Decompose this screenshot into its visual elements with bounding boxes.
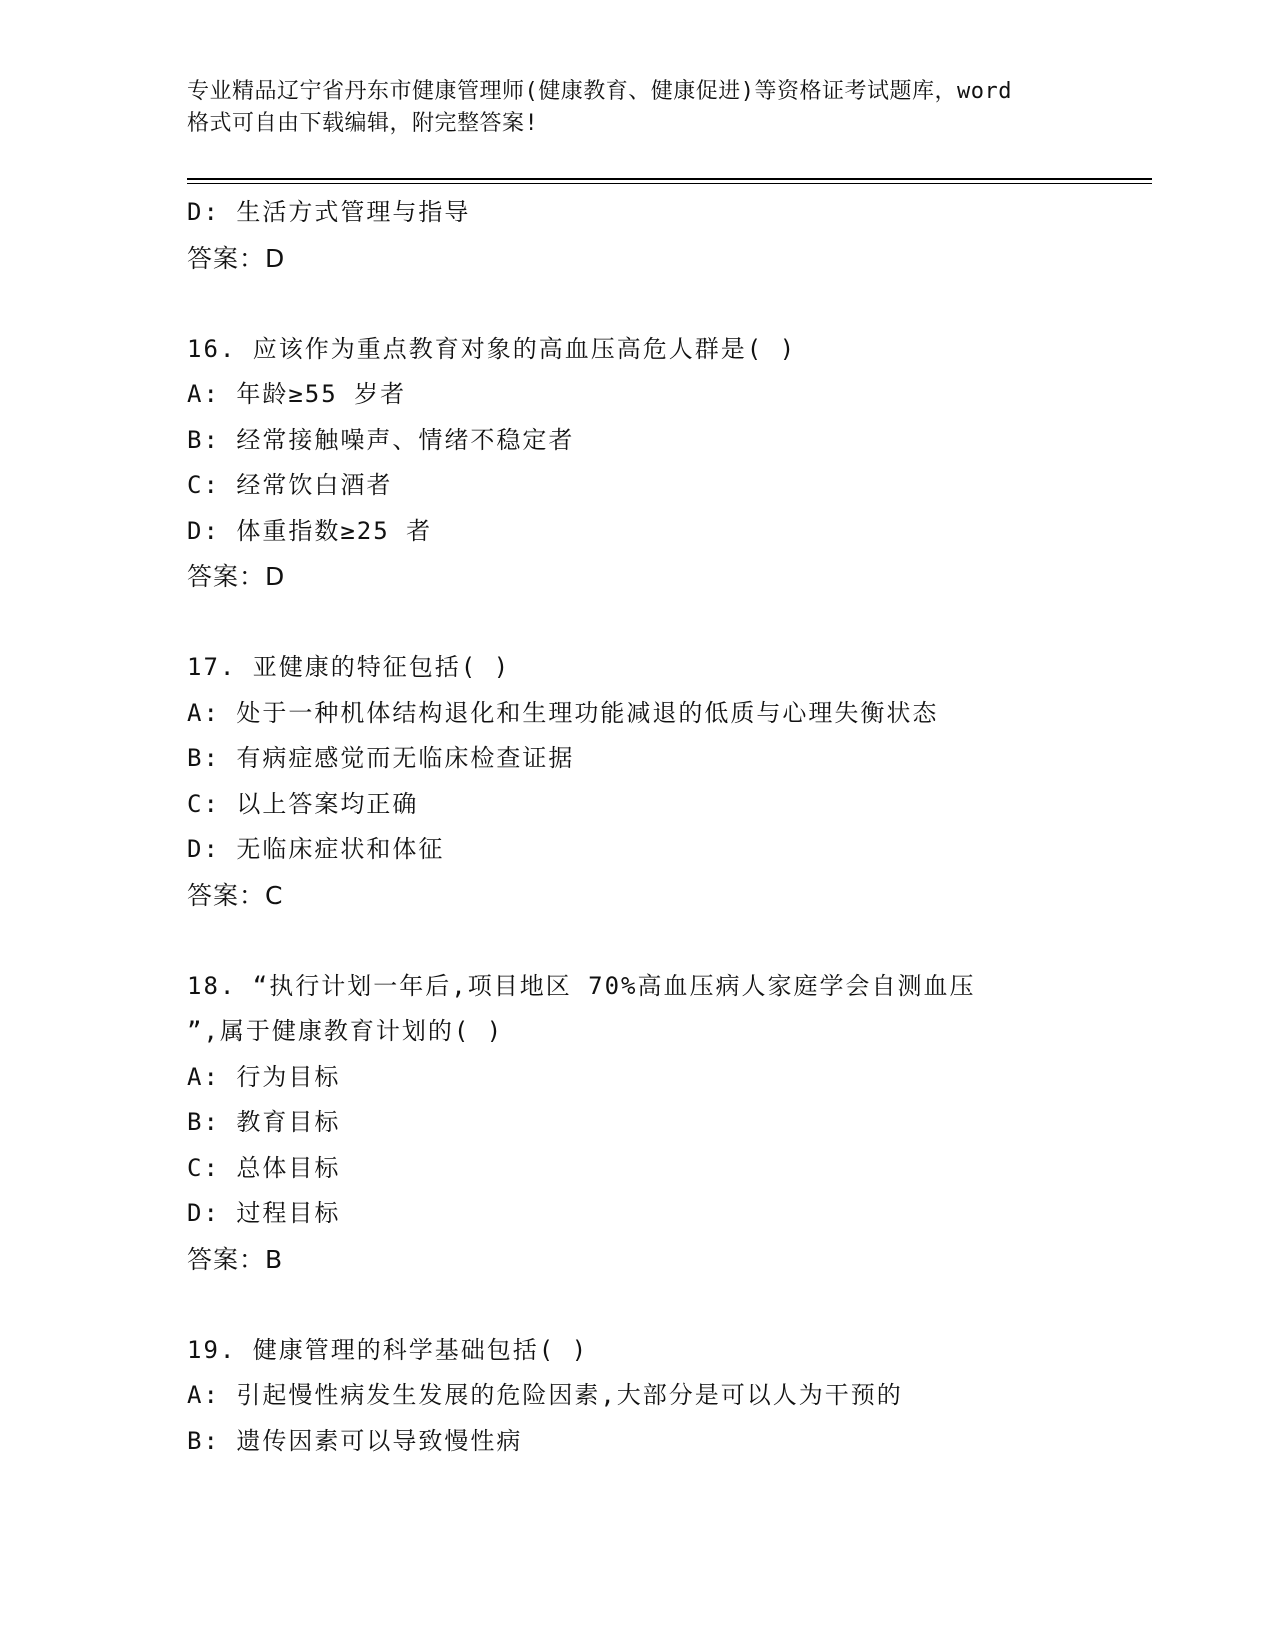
question-17-option-a: A: 处于一种机体结构退化和生理功能减退的低质与心理失衡状态 [187,698,939,727]
question-16 [187,327,1152,600]
prev-answer: 答案：D [187,243,286,273]
question-18-text-line-2: ”,属于健康教育计划的( ) [187,1017,504,1045]
question-16-option-c: C: 经常饮白酒者 [187,471,393,499]
spacer [187,918,1152,964]
question-16-option-b: B: 经常接触噪声、情绪不稳定者 [187,425,575,454]
question-16-option-a: A: 年龄≥55 岁者 [187,380,407,408]
spacer [187,1282,1152,1328]
document-body [187,190,1152,1464]
question-18 [187,964,1152,1283]
question-17-option-d: D: 无临床症状和体征 [187,835,445,863]
question-17-option-b: B: 有病症感觉而无临床检查证据 [187,744,575,772]
question-18-option-c: C: 总体目标 [187,1153,341,1182]
question-17-option-c: C: 以上答案均正确 [187,789,419,818]
question-16-answer: 答案：D [187,562,286,591]
question-19-text: 19. 健康管理的科学基础包括( ) [187,1335,589,1364]
question-19-option-b: B: 遗传因素可以导致慢性病 [187,1426,523,1455]
question-18-answer: 答案：B [187,1244,284,1274]
header-divider-thick [187,178,1152,180]
question-19-option-a: A: 引起慢性病发生发展的危险因素,大部分是可以人为干预的 [187,1381,903,1409]
question-18-option-b: B: 教育目标 [187,1108,341,1136]
question-17-text: 17. 亚健康的特征包括( ) [187,653,511,681]
question-18-option-a: A: 行为目标 [187,1062,341,1091]
question-18-option-d: D: 过程目标 [187,1199,341,1227]
prev-option-d: D: 生活方式管理与指导 [187,198,471,226]
header-divider-thin [187,183,1152,184]
question-19 [187,1328,1152,1465]
question-18-text-line-1: 18. “执行计划一年后,项目地区 70%高血压病人家庭学会自测血压 [187,971,976,1000]
question-16-text: 16. 应该作为重点教育对象的高血压高危人群是( ) [187,334,797,363]
header-line-1: 专业精品辽宁省丹东市健康管理师(健康教育、健康促进)等资格证考试题库，word [187,79,1012,104]
header-line-2: 格式可自由下载编辑，附完整答案! [187,111,539,136]
question-16-option-d: D: 体重指数≥25 者 [187,516,433,545]
spacer [187,281,1152,327]
spacer [187,600,1152,646]
question-17-answer: 答案：C [187,880,284,910]
page-header [187,76,1087,140]
question-17 [187,645,1152,918]
